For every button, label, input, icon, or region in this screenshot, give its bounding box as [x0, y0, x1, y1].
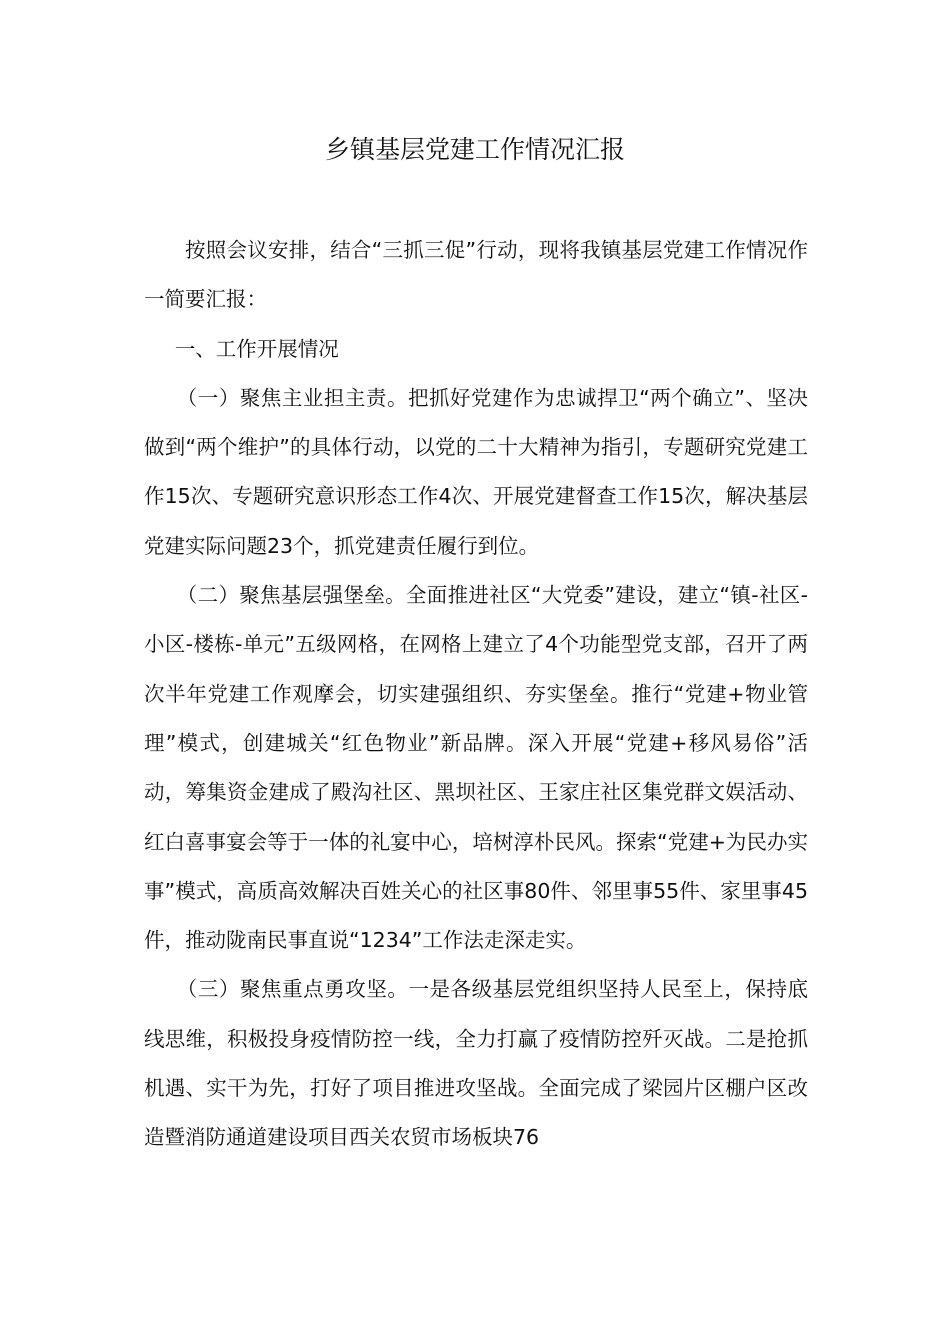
section-heading: 一、工作开展情况: [174, 336, 339, 361]
document-title: 乡镇基层党建工作情况汇报: [324, 135, 625, 164]
document-body: [144, 226, 808, 1163]
paragraph-2: （二）聚焦基层强堡垒。全面推进社区“大党委”建设，建立“镇-社区-小区-楼栋-单元”五级网格，在网格上建立了4个功能型党支部，召开了两次半年党建工作观摩会，切实建强组织、夯实堡垒。推行“党建+物业管理”模式，创建城关“红色物业”新品牌。深入开展“党建+移风易俗”活动，筹集资金建成了殿沟社区、黑坝社区、王家庄社区集党群文娱活动、红白喜事宴会等于一体的礼宴中心，培树淳朴民风。探索“党建+为民办实事”模式，高质高效解决百姓关心的社区事80件、邻里事55件、家里事45件，推动陇南民事直说“1234”工作法走深走实。: [144, 583, 808, 953]
paragraph-3: （三）聚焦重点勇攻坚。一是各级基层党组织坚持人民至上，保持底线思维，积极投身疫情防控一线，全力打赢了疫情防控歼灭战。二是抢抓机遇、实干为先，打好了项目推进攻坚战。全面完成了梁园片区棚户区改造暨消防通道建设项目西关农贸市场板块76: [144, 977, 808, 1150]
intro-paragraph: 按照会议安排，结合“三抓三促”行动，现将我镇基层党建工作情况作一简要汇报：: [144, 238, 808, 312]
paragraph-1: （一）聚焦主业担主责。把抓好党建作为忠诚捍卫“两个确立”、坚决做到“两个维护”的具体行动，以党的二十大精神为指引，专题研究党建工作15次、专题研究意识形态工作4次、开展党建督查工作15次，解决基层党建实际问题23个，抓党建责任履行到位。: [144, 385, 808, 558]
